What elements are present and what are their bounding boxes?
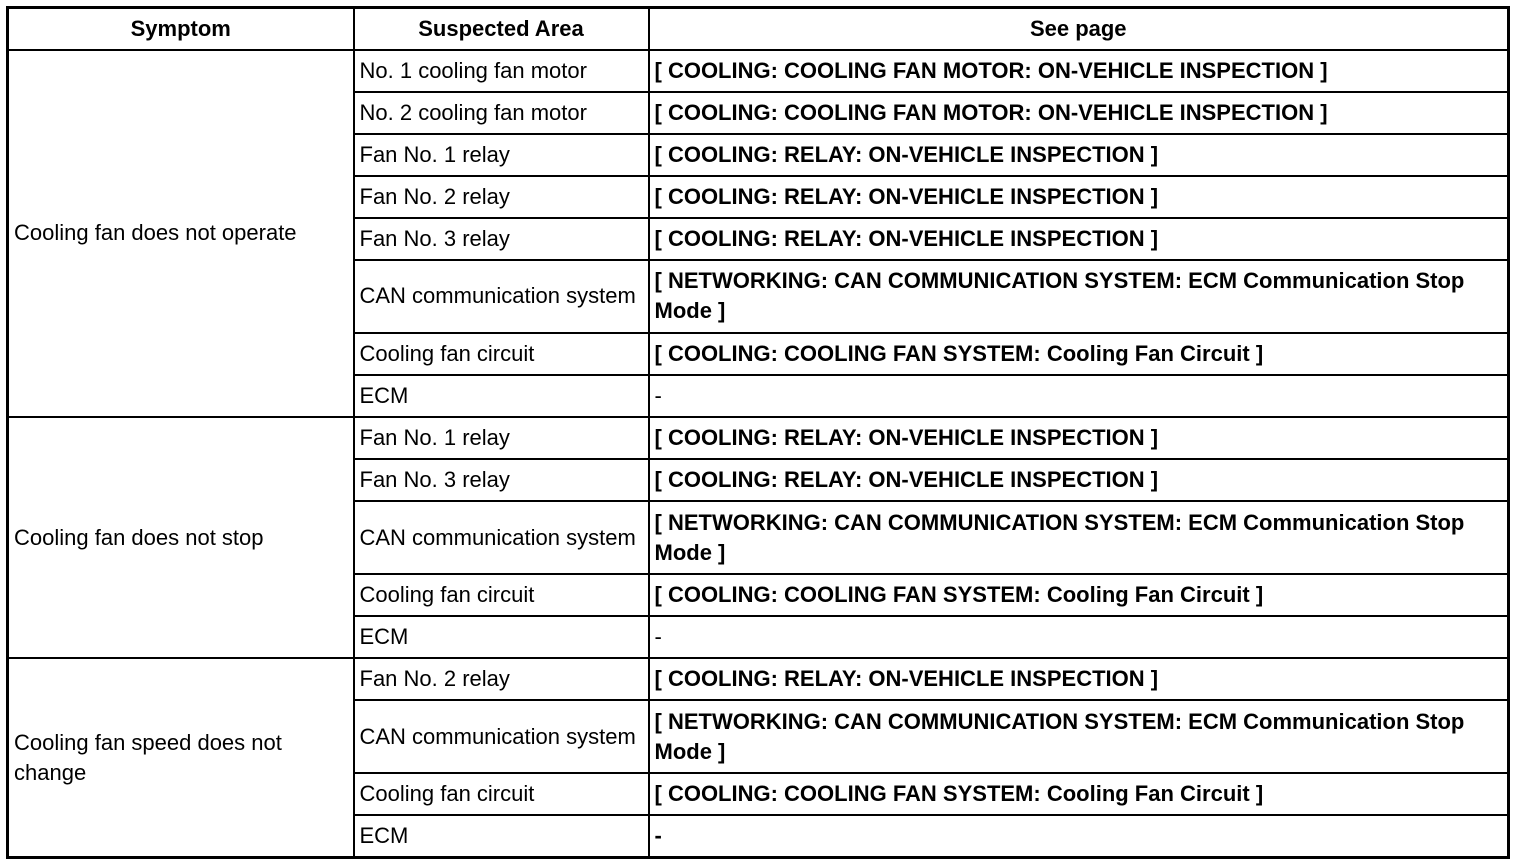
symptom-cell: Cooling fan does not stop bbox=[8, 417, 354, 658]
suspected-area-cell: Fan No. 3 relay bbox=[354, 459, 649, 501]
see-page-link[interactable]: [ NETWORKING: CAN COMMUNICATION SYSTEM: ECM Communication Stop Mode ] bbox=[649, 260, 1509, 333]
see-page-cell: - bbox=[649, 375, 1509, 417]
suspected-area-cell: Fan No. 3 relay bbox=[354, 218, 649, 260]
see-page-link[interactable]: [ COOLING: RELAY: ON-VEHICLE INSPECTION ] bbox=[649, 658, 1509, 700]
header-symptom: Symptom bbox=[8, 8, 354, 51]
see-page-link[interactable]: [ COOLING: RELAY: ON-VEHICLE INSPECTION ] bbox=[649, 176, 1509, 218]
suspected-area-cell: ECM bbox=[354, 616, 649, 658]
table-row bbox=[8, 417, 1509, 459]
header-see-page: See page bbox=[649, 8, 1509, 51]
see-page-link[interactable]: [ NETWORKING: CAN COMMUNICATION SYSTEM: ECM Communication Stop Mode ] bbox=[649, 501, 1509, 574]
header-suspected-area: Suspected Area bbox=[354, 8, 649, 51]
header-row bbox=[8, 8, 1509, 51]
see-page-link[interactable]: [ NETWORKING: CAN COMMUNICATION SYSTEM: ECM Communication Stop Mode ] bbox=[649, 700, 1509, 773]
suspected-area-cell: CAN communication system bbox=[354, 260, 649, 333]
symptom-cell: Cooling fan does not operate bbox=[8, 50, 354, 417]
suspected-area-cell: Fan No. 2 relay bbox=[354, 658, 649, 700]
suspected-area-cell: ECM bbox=[354, 375, 649, 417]
suspected-area-cell: Fan No. 2 relay bbox=[354, 176, 649, 218]
symptom-table bbox=[6, 6, 1510, 859]
suspected-area-cell: Cooling fan circuit bbox=[354, 574, 649, 616]
see-page-link[interactable]: [ COOLING: COOLING FAN SYSTEM: Cooling Fan Circuit ] bbox=[649, 574, 1509, 616]
suspected-area-cell: Cooling fan circuit bbox=[354, 773, 649, 815]
suspected-area-cell: Fan No. 1 relay bbox=[354, 417, 649, 459]
see-page-cell: - bbox=[649, 815, 1509, 857]
symptom-cell: Cooling fan speed does not change bbox=[8, 658, 354, 857]
suspected-area-cell: Fan No. 1 relay bbox=[354, 134, 649, 176]
see-page-cell: - bbox=[649, 616, 1509, 658]
table-row bbox=[8, 658, 1509, 700]
see-page-link[interactable]: [ COOLING: RELAY: ON-VEHICLE INSPECTION ] bbox=[649, 218, 1509, 260]
table-row bbox=[8, 50, 1509, 92]
see-page-link[interactable]: [ COOLING: COOLING FAN SYSTEM: Cooling Fan Circuit ] bbox=[649, 773, 1509, 815]
see-page-link[interactable]: [ COOLING: COOLING FAN MOTOR: ON-VEHICLE INSPECTION ] bbox=[649, 92, 1509, 134]
see-page-link[interactable]: [ COOLING: RELAY: ON-VEHICLE INSPECTION ] bbox=[649, 459, 1509, 501]
suspected-area-cell: Cooling fan circuit bbox=[354, 333, 649, 375]
suspected-area-cell: No. 2 cooling fan motor bbox=[354, 92, 649, 134]
suspected-area-cell: CAN communication system bbox=[354, 700, 649, 773]
suspected-area-cell: ECM bbox=[354, 815, 649, 857]
see-page-link[interactable]: [ COOLING: RELAY: ON-VEHICLE INSPECTION ] bbox=[649, 417, 1509, 459]
suspected-area-cell: CAN communication system bbox=[354, 501, 649, 574]
see-page-link[interactable]: [ COOLING: COOLING FAN SYSTEM: Cooling Fan Circuit ] bbox=[649, 333, 1509, 375]
suspected-area-cell: No. 1 cooling fan motor bbox=[354, 50, 649, 92]
see-page-link[interactable]: [ COOLING: RELAY: ON-VEHICLE INSPECTION ] bbox=[649, 134, 1509, 176]
see-page-link[interactable]: [ COOLING: COOLING FAN MOTOR: ON-VEHICLE INSPECTION ] bbox=[649, 50, 1509, 92]
